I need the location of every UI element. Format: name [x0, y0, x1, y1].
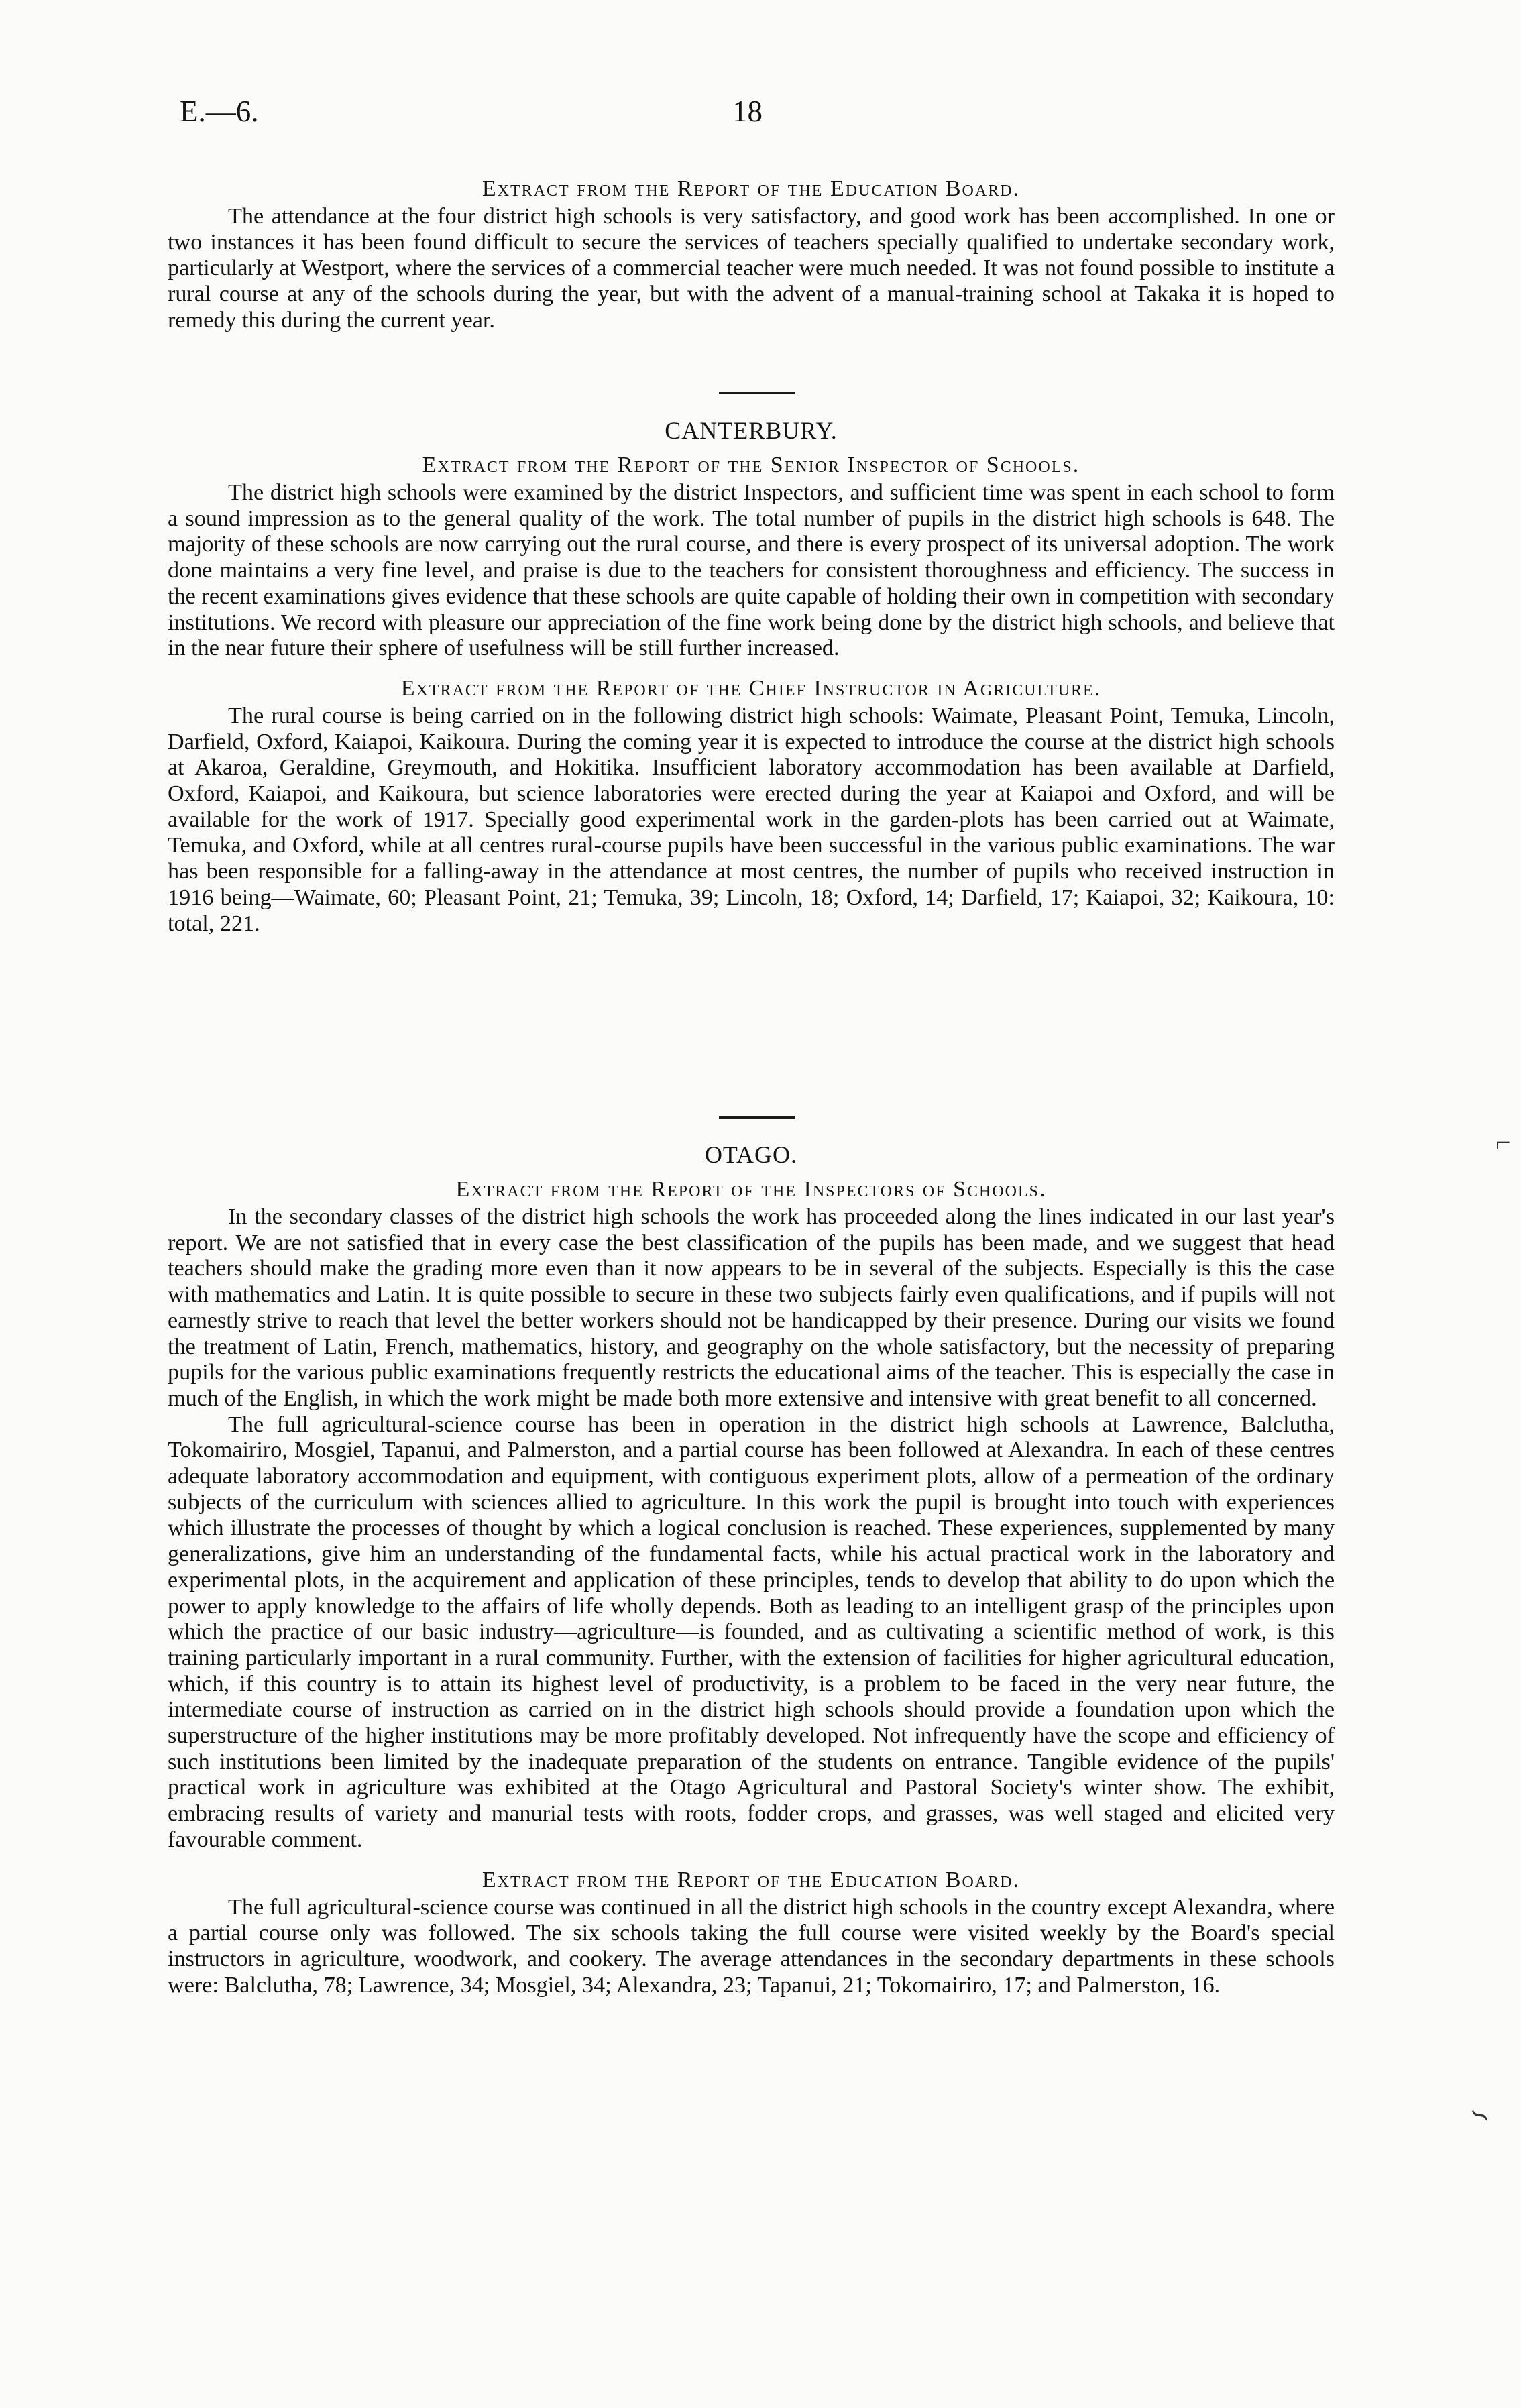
extract-title: Extract from the Report of the Inspectors of Schools. — [455, 1177, 1047, 1202]
paragraph: The district high schools were examined by the district Inspectors, and sufficient time was spent in each school to form a sound impression as to the general quality of the work. The total number of pupils in the district high schools is 648. The majority of these schools are now carrying out the rural course, and there is every prospect of its universal adoption. The work done maintains a very fine level, and praise is due to the teachers for consistent thoroughness and efficiency. The success in the recent examinations gives evidence that these schools are quite capable of holding their own in competition with secondary institutions. We record with pleasure our appreciation of the fine work being done by the district high schools, and believe that in the near future their sphere of usefulness will be still further increased. — [168, 480, 1335, 661]
scan-mark: ⌐ — [1496, 1127, 1511, 1157]
page-number: 18 — [732, 95, 763, 128]
paragraph: The attendance at the four district high schools is very satisfactory, and good work has been accomplished. In one or two instances it has been found difficult to secure the services of teachers specially qualified to undertake secondary work, particularly at Westport, where the services of a commercial teacher were much needed. It was not found possible to institute a rural course at any of the schools during the year, but with the advent of a manual-training school at Takaka it is hoped to remedy this during the current year. — [168, 204, 1335, 333]
section-heading: OTAGO. — [704, 1141, 798, 1168]
section-divider — [719, 392, 795, 394]
document-reference: E.—6. — [180, 95, 259, 128]
paragraph: The rural course is being carried on in the following district high schools: Waimate, Pleasant Point, Temuka, Lincoln, Darfield, Oxford, Kaiapoi, Kaikoura. During the coming year it is expected to introduce the course at the district high schools at Akaroa, Geraldine, Greymouth, and Hokitika. Insufficient laboratory accommodation has been available at Darfield, Oxford, Kaiapoi, and Kaikoura, but science laboratories were erected during the year at Kaiapoi and Oxford, and will be available for the work of 1917. Specially good experimental work in the garden-plots has been carried out at Waimate, Temuka, and Oxford, while at all centres rural-course pupils have been successful in the various public examinations. The war has been responsible for a falling-away in the attendance at most centres, the number of pupils who received instruction in 1916 being—Waimate, 60; Pleasant Point, 21; Temuka, 39; Lincoln, 18; Oxford, 14; Darfield, 17; Kaiapoi, 32; Kaikoura, 10: total, 221. — [168, 703, 1335, 936]
section-heading: CANTERBURY. — [665, 417, 838, 444]
extract-title: Extract from the Report of the Senior Inspector of Schools. — [422, 453, 1080, 477]
extract-title: Extract from the Report of the Education Board. — [482, 1867, 1021, 1892]
westland-section — [168, 174, 1335, 334]
canterbury-section — [168, 416, 1335, 937]
section-divider — [719, 1116, 795, 1119]
paragraph: The full agricultural-science course has been in operation in the district high schools at Lawrence, Balclutha, Tokomairiro, Mosgiel, Tapanui, and Palmerston, and a partial course has been followed at Alexandra. In each of these centres adequate laboratory accommodation and equipment, with contiguous experiment plots, allow of a permeation of the ordinary subjects of the curriculum with sciences allied to agriculture. In this work the pupil is brought into touch with experiences which illustrate the processes of thought by which a logical conclusion is reached. These experiences, supplemented by many generalizations, give him an understanding of the fundamental facts, while his actual practical work in the laboratory and experimental plots, in the acquirement and application of these principles, tends to develop that ability to do upon which the power to apply knowledge to the affairs of life wholly depends. Both as leading to an intelligent grasp of the principles upon which the practice of our basic industry—agriculture—is founded, and as cultivating a scientific method of work, is this training particularly important in a rural community. Further, with the extension of facilities for higher agricultural education, which, if this country is to attain its highest level of productivity, is a problem to be faced in the very near future, the intermediate course of instruction as carried on in the district high schools should provide a foundation upon which the superstructure of the higher institutions may be more profitably developed. Not infrequently have the scope and efficiency of such institutions been limited by the inadequate preparation of the students on entrance. Tangible evidence of the pupils' practical work in agriculture was exhibited at the Otago Agricultural and Pastoral Society's winter show. The exhibit, embracing results of variety and manurial tests with roots, fodder crops, and grasses, was well staged and elicited very favourable comment. — [168, 1412, 1335, 1852]
scan-mark: ∽ — [1463, 2096, 1497, 2133]
paragraph: The full agricultural-science course was continued in all the district high schools in the country except Alexandra, where a partial course only was followed. The six schools taking the full course were visited weekly by the Board's special instructors in agriculture, woodwork, and cookery. The average attendances in the secondary departments in these schools were: Balclutha, 78; Lawrence, 34; Mosgiel, 34; Alexandra, 23; Tapanui, 21; Tokomairiro, 17; and Palmerston, 16. — [168, 1894, 1335, 1998]
extract-title: Extract from the Report of the Chief Instructor in Agriculture. — [400, 675, 1102, 701]
paragraph: In the secondary classes of the district high schools the work has proceeded along the lines indicated in our last year's report. We are not satisfied that in every case the best classification of the pupils has been made, and we suggest that head teachers should make the grading more even than it now appears to be in several of the subjects. Especially is this the case with mathematics and Latin. It is quite possible to secure in these two subjects fairly even qualifications, and if pupils will not earnestly strive to reach that level the better workers should not be handicapped by their presence. During our visits we found the treatment of Latin, French, mathematics, history, and geography on the whole satisfactory, but the necessity of preparing pupils for the various public examinations frequently restricts the educational aims of the teacher. This is especially the case in much of the English, in which the work might be made both more extensive and intensive with great benefit to all concerned. — [168, 1204, 1335, 1411]
extract-title: Extract from the Report of the Education Board. — [482, 176, 1021, 201]
otago-section — [168, 1140, 1335, 1998]
page-header — [0, 94, 1521, 148]
